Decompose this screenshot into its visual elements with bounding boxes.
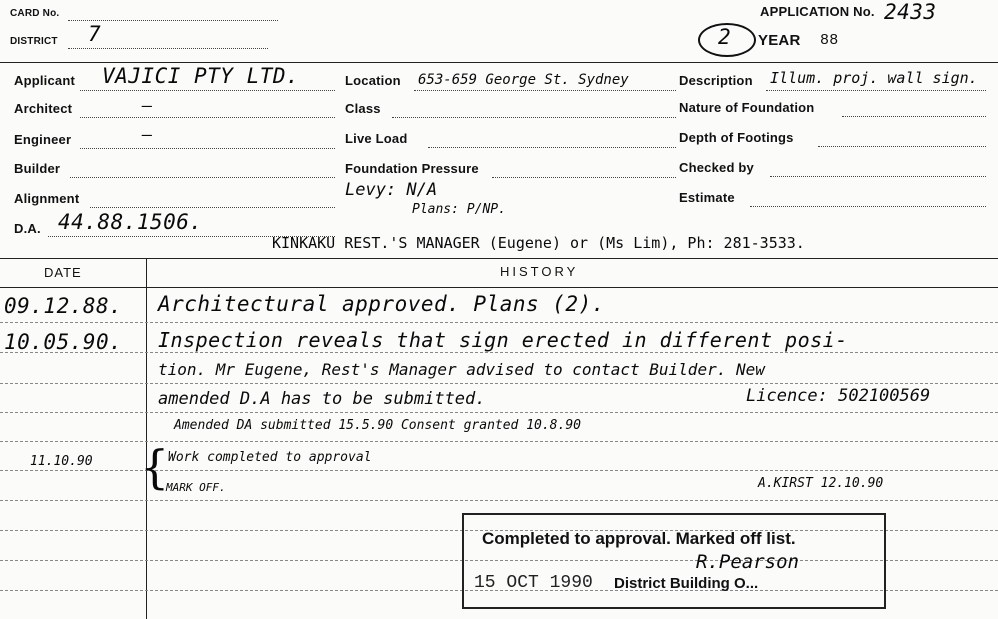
da-value: 44.88.1506. [58,210,203,234]
applicant-label: Applicant [14,73,76,88]
architect-value: – [142,96,153,116]
ruled-line [0,500,998,501]
description-value: Illum. proj. wall sign. [770,69,978,87]
history-date: 10.05.90. [4,330,123,354]
date-column-divider [146,258,147,619]
ruled-line [0,412,998,413]
history-header: HISTORY [500,264,579,279]
da-label: D.A. [14,221,41,236]
history-text: Architectural approved. Plans (2). [158,292,605,316]
ruled-line [0,352,998,353]
engineer-line [80,148,335,149]
builder-label: Builder [14,161,61,176]
ruled-line [0,383,998,384]
location-label: Location [345,73,401,88]
district-label: DISTRICT [10,36,58,47]
architect-label: Architect [14,101,73,116]
builder-line [70,177,335,178]
estimate-line [750,206,986,207]
history-text: Amended DA submitted 15.5.90 Consent granted 10.8.90 [174,418,581,433]
licence-note: Licence: 502100569 [746,386,931,406]
architect-line [80,117,335,118]
description-label: Description [679,73,753,88]
history-text: MARK OFF. [166,481,226,494]
stamp-date: 15 OCT 1990 [474,573,593,593]
history-top-rule [0,258,998,259]
application-value: 2433 [884,0,937,24]
depth-of-footings-line [818,146,986,147]
live-load-line [428,147,676,148]
stamp-office: District Building O... [614,575,759,592]
history-text: Work completed to approval [168,450,372,465]
location-line [414,90,676,91]
contact-note: KINKAKU REST.'S MANAGER (Eugene) or (Ms Lim), Ph: 281-3533. [272,234,805,252]
estimate-label: Estimate [679,190,735,205]
district-line [68,48,268,49]
checked-by-label: Checked by [679,160,754,175]
class-line [392,117,676,118]
live-load-label: Live Load [345,131,408,146]
history-text: Inspection reveals that sign erected in different posi- [158,328,848,352]
plans-note: Plans: P/NP. [412,202,506,217]
foundation-pressure-label: Foundation Pressure [345,161,479,176]
history-date: 09.12.88. [4,294,123,318]
nature-of-foundation-line [842,116,986,117]
history-text: tion. Mr Eugene, Rest's Manager advised to contact Builder. New [158,360,765,379]
history-header-rule [0,287,998,288]
history-text: amended D.A has to be submitted. [158,389,486,409]
stamp-line1: Completed to approval. Marked off list. [482,529,796,548]
alignment-line [90,207,335,208]
applicant-line [80,90,335,91]
description-line [766,90,986,91]
application-label: APPLICATION No. [760,4,875,19]
class-label: Class [345,101,381,116]
engineer-label: Engineer [14,132,72,147]
date-header: DATE [44,265,82,280]
card-no-line [68,20,278,21]
depth-of-footings-label: Depth of Footings [679,130,794,145]
card-no-label: CARD No. [10,8,60,19]
history-date: 11.10.90 [30,454,93,469]
alignment-label: Alignment [14,191,80,206]
district-value: 7 [88,22,102,46]
signoff-note: A.KIRST 12.10.90 [758,476,884,491]
engineer-value: – [142,125,153,145]
brace-mark: { [140,440,170,494]
applicant-value: VAJICI PTY LTD. [102,64,300,88]
completion-stamp [462,513,886,609]
stamp-signature: R.Pearson [696,551,799,573]
checked-by-line [770,176,986,177]
location-value: 653-659 George St. Sydney [418,72,629,88]
ruled-line [0,322,998,323]
nature-of-foundation-label: Nature of Foundation [679,100,815,115]
levy-note: Levy: N/A [345,180,438,200]
header-rule [0,62,998,63]
circled-number: 2 [718,25,732,49]
year-label: YEAR [758,32,801,49]
foundation-pressure-line [492,177,676,178]
year-value: 88 [820,32,839,49]
